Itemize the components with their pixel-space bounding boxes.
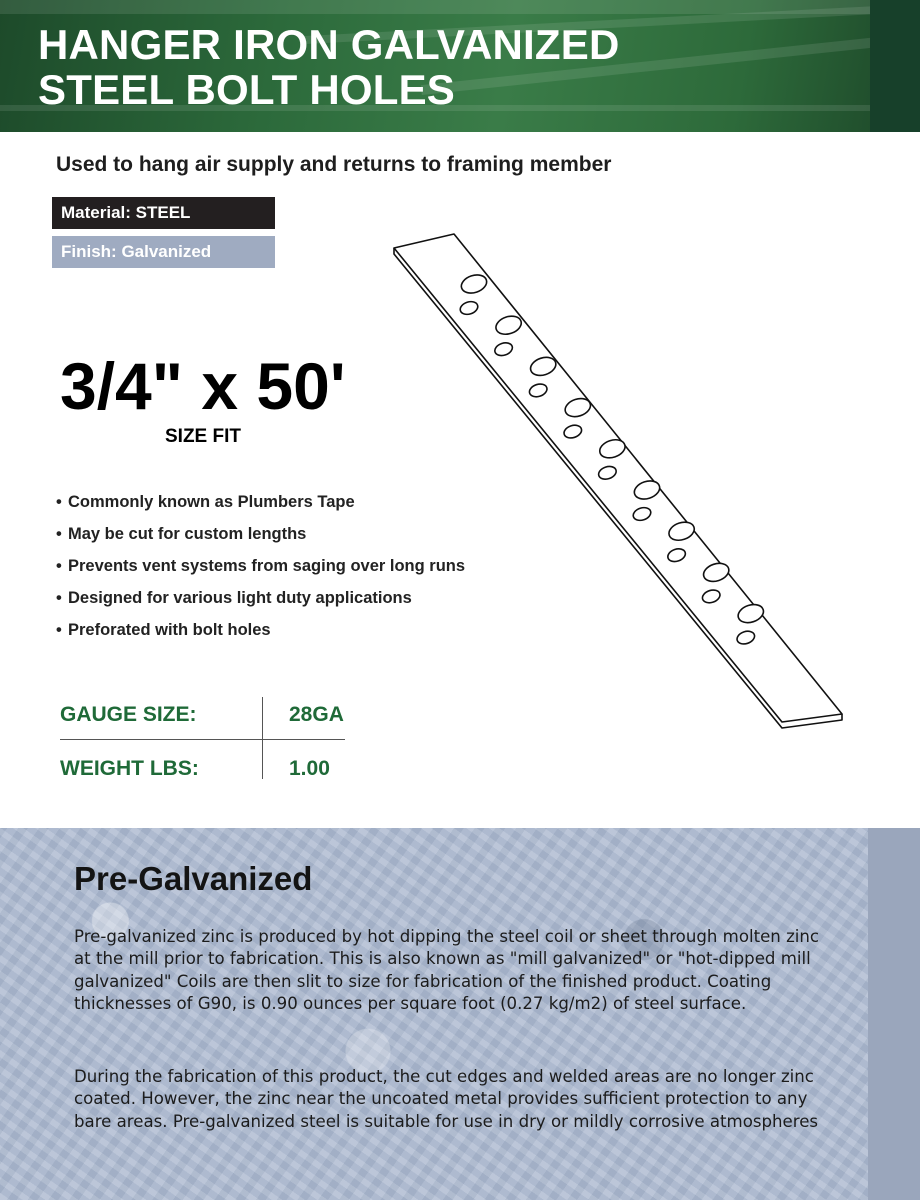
spec-divider-vertical bbox=[262, 697, 263, 779]
feature-text: May be cut for custom lengths bbox=[68, 525, 307, 543]
feature-text: Commonly known as Plumbers Tape bbox=[68, 493, 355, 511]
size-caption: SIZE FIT bbox=[165, 426, 241, 447]
bullet-icon: • bbox=[56, 621, 62, 639]
weight-value: 1.00 bbox=[289, 757, 330, 780]
size-value: 3/4" x 50' bbox=[60, 349, 346, 423]
info-paragraph: During the fabrication of this product, the cut edges and welded areas are no longer zinc coated. However, the zinc near the uncoated metal provides sufficient protection to any bare areas. Pre-galvanized steel is suitable for use in dry or mildly corrosive atmospheres bbox=[74, 1067, 819, 1131]
title-line-2: STEEL BOLT HOLES bbox=[38, 66, 456, 113]
product-subtitle: Used to hang air supply and returns to framing member bbox=[56, 153, 612, 176]
galvanized-info-panel bbox=[0, 828, 920, 1200]
bullet-icon: • bbox=[56, 589, 62, 607]
bullet-icon: • bbox=[56, 525, 62, 543]
title-line-1: HANGER IRON GALVANIZED bbox=[38, 21, 620, 68]
weight-label: WEIGHT LBS: bbox=[60, 757, 199, 780]
gauge-label: GAUGE SIZE: bbox=[60, 703, 197, 726]
bullet-icon: • bbox=[56, 557, 62, 575]
finish-tag: Finish: Galvanized bbox=[52, 236, 275, 268]
feature-text: Preforated with bolt holes bbox=[68, 621, 271, 639]
bullet-icon: • bbox=[56, 493, 62, 511]
gauge-value: 28GA bbox=[289, 703, 344, 726]
spec-divider-horizontal bbox=[60, 739, 345, 740]
page-title bbox=[38, 22, 620, 112]
banner-edge bbox=[870, 0, 920, 132]
feature-text: Prevents vent systems from saging over long runs bbox=[68, 557, 466, 575]
panel-side-stripe bbox=[868, 828, 920, 1200]
info-heading: Pre-Galvanized bbox=[74, 860, 313, 897]
material-tag: Material: STEEL bbox=[52, 197, 275, 229]
hanger-strap-illustration bbox=[380, 220, 860, 740]
feature-text: Designed for various light duty applications bbox=[68, 589, 412, 607]
header-banner bbox=[0, 0, 920, 132]
info-paragraph: Pre-galvanized zinc is produced by hot dipping the steel coil or sheet through molten zinc at the mill prior to fabrication. This is also known as "mill galvanized" or "hot-dipped mill galvanized" Coils are then slit to size for fabrication of the finished product. Coating thicknesses of G90, is 0.90 ounces per square foot (0.27 kg/m2) of steel surface. bbox=[74, 927, 820, 1014]
